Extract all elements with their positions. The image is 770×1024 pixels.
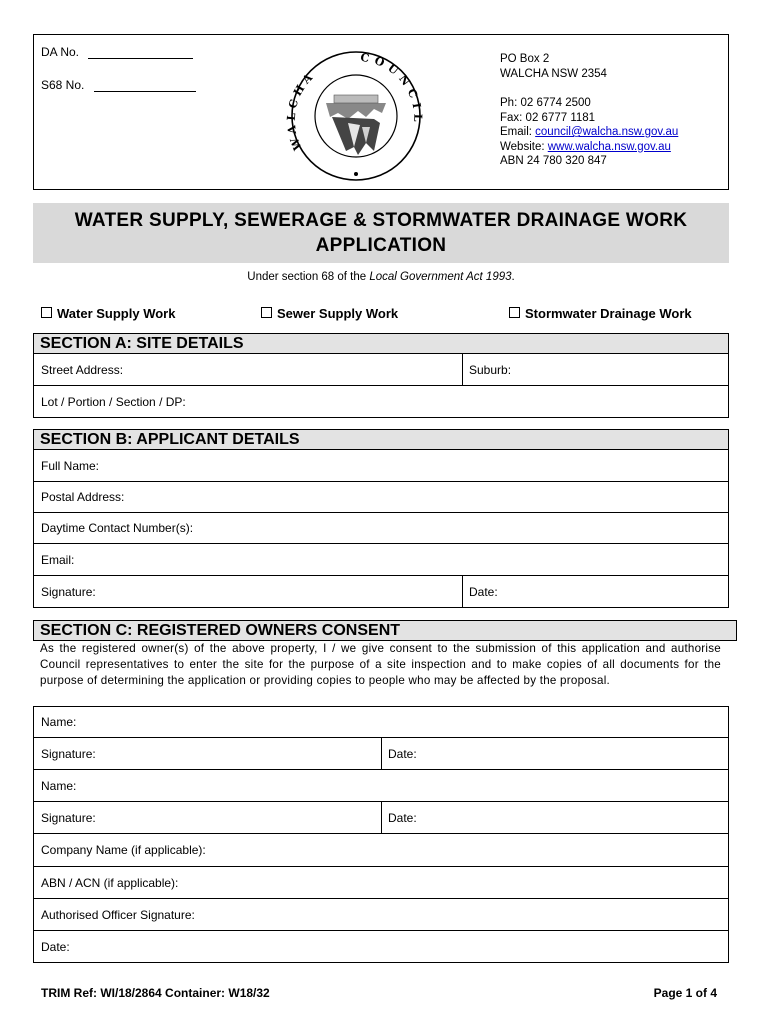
owner-signature-1-field[interactable]: Signature: [41, 746, 96, 761]
final-date-field[interactable]: Date: [41, 939, 70, 954]
row-street-address [33, 354, 729, 386]
waterfall-illustration [326, 95, 386, 155]
row-email [33, 544, 729, 576]
po-box: PO Box 2 [500, 53, 550, 65]
row-owner-name-2 [33, 770, 729, 802]
email-line: Email: council@walcha.nsw.gov.au [500, 126, 679, 138]
checkbox-water-supply[interactable]: Water Supply Work [41, 306, 175, 321]
row-full-name [33, 450, 729, 482]
owner-name-2-field[interactable]: Name: [41, 778, 77, 793]
applicant-date-field[interactable]: Date: [469, 584, 498, 599]
da-number-label: DA No. [41, 45, 80, 59]
row-owner-name-1 [33, 706, 729, 738]
checkbox-icon[interactable] [509, 307, 520, 318]
s68-number-line[interactable] [94, 91, 196, 92]
section-a-heading: SECTION A: SITE DETAILS [33, 333, 729, 354]
town: WALCHA NSW 2354 [500, 67, 607, 80]
checkbox-sewer-supply[interactable]: Sewer Supply Work [261, 306, 398, 321]
section-b-heading: SECTION B: APPLICANT DETAILS [33, 429, 729, 450]
owner-name-1-field[interactable]: Name: [41, 715, 77, 729]
company-name-field[interactable]: Company Name (if applicable): [41, 843, 206, 857]
row-applicant-signature [33, 576, 729, 608]
da-number-field[interactable] [41, 45, 193, 59]
checkbox-icon[interactable] [261, 307, 272, 318]
consent-paragraph: As the registered owner(s) of the above property, I / we give consent to the submission of this application and authorise Council representatives to enter the site for the purpose of a site inspection and to make copies of all documents for the purpose of determining the application or providing copies to people who may be affected by the proposal. [40, 642, 721, 688]
suburb-field[interactable]: Suburb: [469, 362, 512, 377]
owner-date-1-field[interactable]: Date: [388, 746, 417, 761]
row-owner-signature-1 [33, 738, 729, 770]
checkbox-stormwater[interactable]: Stormwater Drainage Work [509, 306, 692, 321]
act-name: Local Government Act 1993 [369, 271, 512, 283]
row-company-name [33, 834, 729, 867]
s68-number-field[interactable] [41, 78, 196, 92]
row-authorised-signature [33, 899, 729, 931]
website-link[interactable]: www.walcha.nsw.gov.au [547, 140, 671, 153]
section-c-heading: SECTION C: REGISTERED OWNERS CONSENT [33, 620, 737, 641]
street-address-field[interactable]: Street Address: [41, 362, 124, 377]
daytime-contact-field[interactable]: Daytime Contact Number(s): [41, 521, 194, 535]
row-abn-acn [33, 867, 729, 899]
s68-number-label: S68 No. [41, 78, 85, 92]
seal-text-left: WALCHA [284, 68, 318, 152]
owner-signature-2-field[interactable]: Signature: [41, 810, 96, 825]
da-number-line[interactable] [88, 58, 193, 59]
title-band [33, 203, 729, 263]
full-name-field[interactable]: Full Name: [41, 458, 100, 473]
checkbox-icon[interactable] [41, 307, 52, 318]
authorised-signature-field[interactable]: Authorised Officer Signature: [41, 907, 195, 922]
owner-date-2-field[interactable]: Date: [388, 810, 417, 825]
subtitle: Under section 68 of the Local Government Act 1993. [247, 271, 515, 283]
contact-block [500, 52, 678, 169]
abn: ABN 24 780 320 847 [500, 155, 607, 167]
council-seal-logo [274, 43, 434, 185]
row-daytime-contact [33, 513, 729, 544]
fax: Fax: 02 6777 1181 [500, 111, 596, 124]
header-box [33, 34, 729, 190]
email-field[interactable]: Email: [41, 552, 75, 567]
seal-text-right: COUNCIL [359, 50, 425, 127]
applicant-signature-field[interactable]: Signature: [41, 584, 96, 599]
title-line-2: APPLICATION [315, 235, 447, 256]
row-owner-signature-2 [33, 802, 729, 834]
trim-reference: TRIM Ref: WI/18/2864 Container: W18/32 [41, 986, 270, 1000]
postal-address-field[interactable]: Postal Address: [41, 490, 125, 504]
website-line: Website: www.walcha.nsw.gov.au [500, 140, 671, 153]
email-link[interactable]: council@walcha.nsw.gov.au [535, 126, 679, 138]
phone: Ph: 02 6774 2500 [500, 97, 591, 109]
svg-text:WALCHA [285, 68, 318, 152]
lot-field[interactable]: Lot / Portion / Section / DP: [41, 394, 186, 409]
row-final-date [33, 931, 729, 963]
page-number: Page 1 of 4 [653, 986, 717, 1000]
title-line-1: WATER SUPPLY, SEWERAGE & STORMWATER DRAINAGE WORK [74, 210, 688, 231]
row-postal-address [33, 482, 729, 513]
row-lot [33, 386, 729, 418]
abn-acn-field[interactable]: ABN / ACN (if applicable): [41, 875, 179, 890]
